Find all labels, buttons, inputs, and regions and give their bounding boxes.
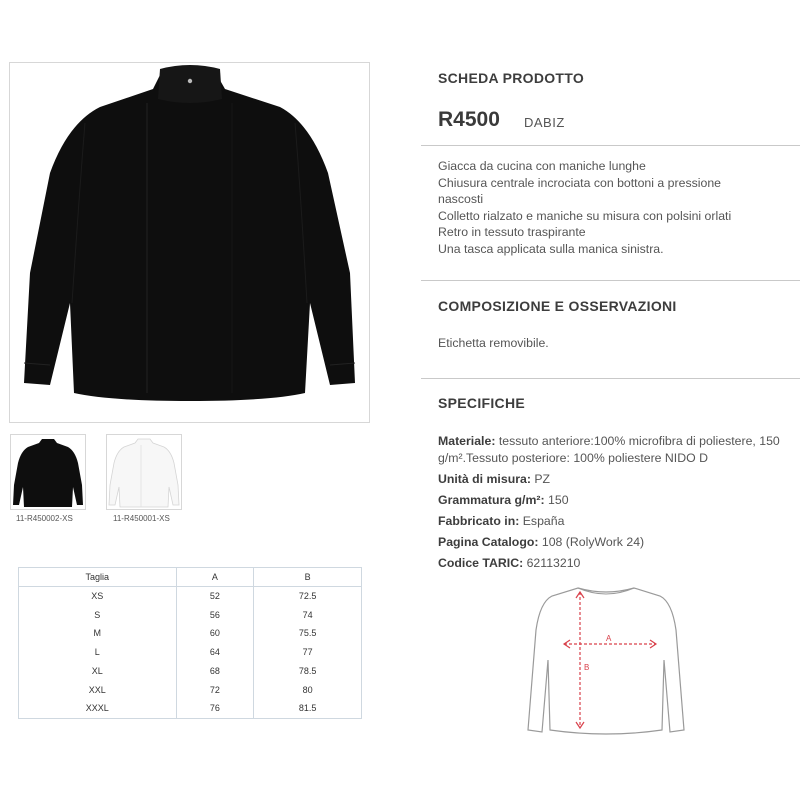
- size-cell: S: [19, 605, 177, 624]
- composition-note: Etichetta removibile.: [438, 336, 549, 350]
- table-row: [19, 624, 362, 643]
- description-line: Retro in tessuto traspirante: [438, 225, 586, 239]
- jacket-outline-icon: [520, 580, 692, 740]
- divider: [421, 378, 800, 379]
- white-jacket-thumb-icon: [107, 435, 181, 509]
- spec-value: 150: [544, 492, 569, 507]
- b-cell: 72.5: [254, 587, 362, 606]
- size-cell: XXXL: [19, 699, 177, 718]
- black-jacket-thumb-icon: [11, 435, 85, 509]
- section-title-composition: COMPOSIZIONE E OSSERVAZIONI: [438, 298, 677, 314]
- description-line: Giacca da cucina con maniche lunghe: [438, 159, 646, 173]
- spec-label: Pagina Catalogo:: [438, 534, 539, 549]
- spec-label: Codice TARIC:: [438, 555, 524, 570]
- table-row: [19, 680, 362, 699]
- spec-value: PZ: [530, 471, 551, 486]
- table-header-row: [19, 568, 362, 587]
- section-title-specs: SPECIFICHE: [438, 395, 526, 411]
- section-title-product-sheet: SCHEDA PRODOTTO: [438, 70, 585, 86]
- column-header: A: [176, 568, 254, 587]
- size-cell: L: [19, 643, 177, 662]
- spec-value: España: [519, 513, 565, 528]
- size-cell: XL: [19, 662, 177, 681]
- spec-row-weight: [438, 492, 793, 509]
- product-brand: DABIZ: [524, 115, 565, 130]
- b-cell: 78.5: [254, 662, 362, 681]
- thumbnail-white[interactable]: [106, 434, 182, 510]
- main-product-image[interactable]: [9, 62, 370, 423]
- spec-label: Grammatura g/m²:: [438, 492, 545, 507]
- spec-row-made-in: [438, 513, 793, 530]
- b-cell: 74: [254, 605, 362, 624]
- description-line: Chiusura centrale incrociata con bottoni a pressione nascosti: [438, 175, 721, 206]
- b-cell: 80: [254, 680, 362, 699]
- size-table: [18, 567, 362, 719]
- measure-label-a: A: [606, 634, 612, 643]
- b-cell: 75.5: [254, 624, 362, 643]
- table-row: [19, 587, 362, 606]
- spec-label: Fabbricato in:: [438, 513, 520, 528]
- table-row: [19, 699, 362, 718]
- size-cell: M: [19, 624, 177, 643]
- spec-value: 62113210: [523, 555, 581, 570]
- divider: [421, 145, 800, 146]
- divider: [421, 280, 800, 281]
- a-cell: 60: [176, 624, 254, 643]
- column-header: Taglia: [19, 568, 177, 587]
- description-line: Colletto rialzato e maniche su misura con polsini orlati: [438, 208, 732, 223]
- measure-label-b: B: [584, 663, 590, 672]
- table-row: [19, 605, 362, 624]
- specs-list: [438, 433, 793, 576]
- a-cell: 76: [176, 699, 254, 718]
- spec-value: 108 (RolyWork 24): [538, 534, 645, 549]
- size-cell: XXL: [19, 680, 177, 699]
- spec-value: tessuto anteriore:100% microfibra di poliestere, 150 g/m².Tessuto posteriore: 100% poliestere NIDO D: [438, 434, 780, 465]
- spec-row-unit: [438, 471, 793, 488]
- product-description: [438, 158, 788, 257]
- thumbnail-label: 11-R450001-XS: [113, 514, 170, 523]
- a-cell: 64: [176, 643, 254, 662]
- a-cell: 56: [176, 605, 254, 624]
- column-header: B: [254, 568, 362, 587]
- b-cell: 77: [254, 643, 362, 662]
- spec-label: Materiale:: [438, 434, 496, 448]
- thumbnail-label: 11-R450002-XS: [16, 514, 73, 523]
- spec-row-material: [438, 433, 793, 466]
- product-code: R4500: [438, 108, 500, 131]
- spec-row-catalog-page: [438, 534, 793, 551]
- a-cell: 52: [176, 587, 254, 606]
- b-cell: 81.5: [254, 699, 362, 718]
- spec-label: Unità di misura:: [438, 471, 531, 486]
- a-cell: 68: [176, 662, 254, 681]
- table-row: [19, 662, 362, 681]
- description-line: Una tasca applicata sulla manica sinistra.: [438, 241, 664, 256]
- thumbnail-black[interactable]: [10, 434, 86, 510]
- spec-row-taric: [438, 555, 793, 572]
- measurement-diagram: [520, 580, 692, 740]
- black-jacket-image: [10, 63, 369, 422]
- a-cell: 72: [176, 680, 254, 699]
- table-row: [19, 643, 362, 662]
- size-cell: XS: [19, 587, 177, 606]
